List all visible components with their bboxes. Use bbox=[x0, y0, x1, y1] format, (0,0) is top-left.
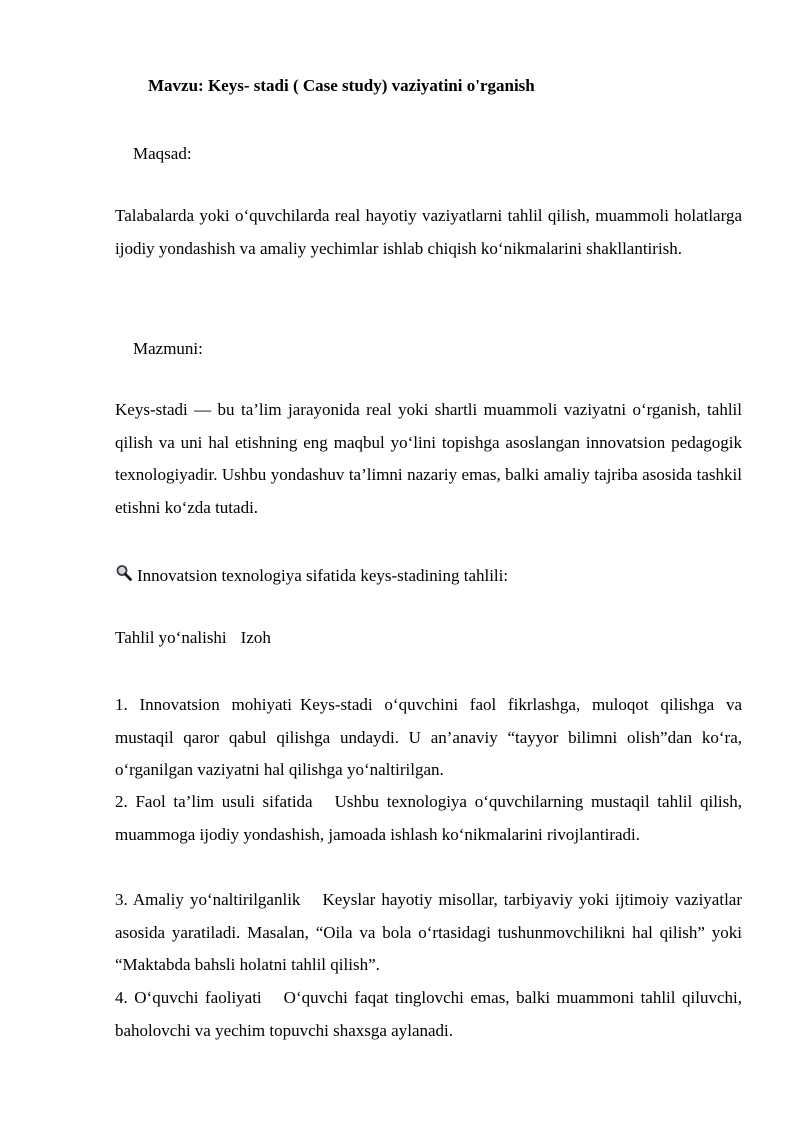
document-title: Mavzu: Keys- stadi ( Case study) vaziyatini o'rganish bbox=[148, 76, 535, 95]
list-item-label: 2. Faol ta’lim usuli sifatida bbox=[115, 792, 313, 811]
list-item bbox=[115, 884, 742, 982]
list-item bbox=[115, 982, 742, 1047]
analysis-heading-line bbox=[115, 564, 508, 587]
maqsad-paragraph: Talabalarda yoki o‘quvchilarda real hayotiy vaziyatlarni tahlil qilish, muammoli holatlarga ijodiy yondashish va amaliy yechimlar ishlab chiqish ko‘nikmalarini shakllantirish. bbox=[115, 206, 742, 258]
magnifier-icon bbox=[115, 564, 137, 587]
maqsad-heading: Maqsad: bbox=[133, 144, 192, 163]
mazmuni-paragraph: Keys-stadi — bu ta’lim jarayonida real yoki shartli muammoli vaziyatni o‘rganish, tahlil qilish va uni hal etishning eng maqbul yo‘lini topishga asoslangan innovatsion pedagogik texnologiyadir. Ushbu yondashuv ta’limni nazariy emas, balki amaliy tajriba asosida tashkil etishni ko‘zda tutadi. bbox=[115, 400, 742, 517]
table-header-note: Izoh bbox=[240, 628, 271, 647]
list-item-label: 3. Amaliy yo‘naltirilganlik bbox=[115, 890, 301, 909]
list-item-label: 4. O‘quvchi faoliyati bbox=[115, 988, 262, 1007]
list-item-text: O‘quvchi faqat tinglovchi emas, balki muammoni tahlil qiluvchi, baholovchi va yechim topuvchi shaxsga aylanadi. bbox=[115, 988, 742, 1040]
list-item bbox=[115, 689, 742, 787]
list-item-text: Keys-stadi o‘quvchini faol fikrlashga, muloqot qilishga va mustaqil qaror qabul qilishga undaydi. U an’anaviy “tayyor bilimni olish”dan ko‘ra, o‘rganilgan vaziyatni hal qilishga yo‘naltirilgan. bbox=[115, 695, 742, 779]
list-item bbox=[115, 786, 742, 851]
list-item-label: 1. Innovatsion mohiyati bbox=[115, 695, 292, 714]
mazmuni-heading: Mazmuni: bbox=[133, 339, 203, 358]
table-header bbox=[115, 628, 271, 648]
analysis-heading: Innovatsion texnologiya sifatida keys-stadining tahlili: bbox=[137, 565, 509, 585]
table-header-direction: Tahlil yo‘nalishi bbox=[115, 628, 227, 647]
list-item-text: Ushbu texnologiya o‘quvchilarning mustaqil tahlil qilish, muammoga ijodiy yondashish, jamoada ishlash ko‘nikmalarini rivojlantiradi. bbox=[115, 792, 743, 844]
list-item-text: Keyslar hayotiy misollar, tarbiyaviy yoki ijtimoiy vaziyatlar asosida yaratiladi. Masalan, “Oila va bola o‘rtasidagi tushunmovchilikni hal qilish” yoki “Maktabda bahsli holatni tahlil qilish”. bbox=[115, 890, 743, 974]
